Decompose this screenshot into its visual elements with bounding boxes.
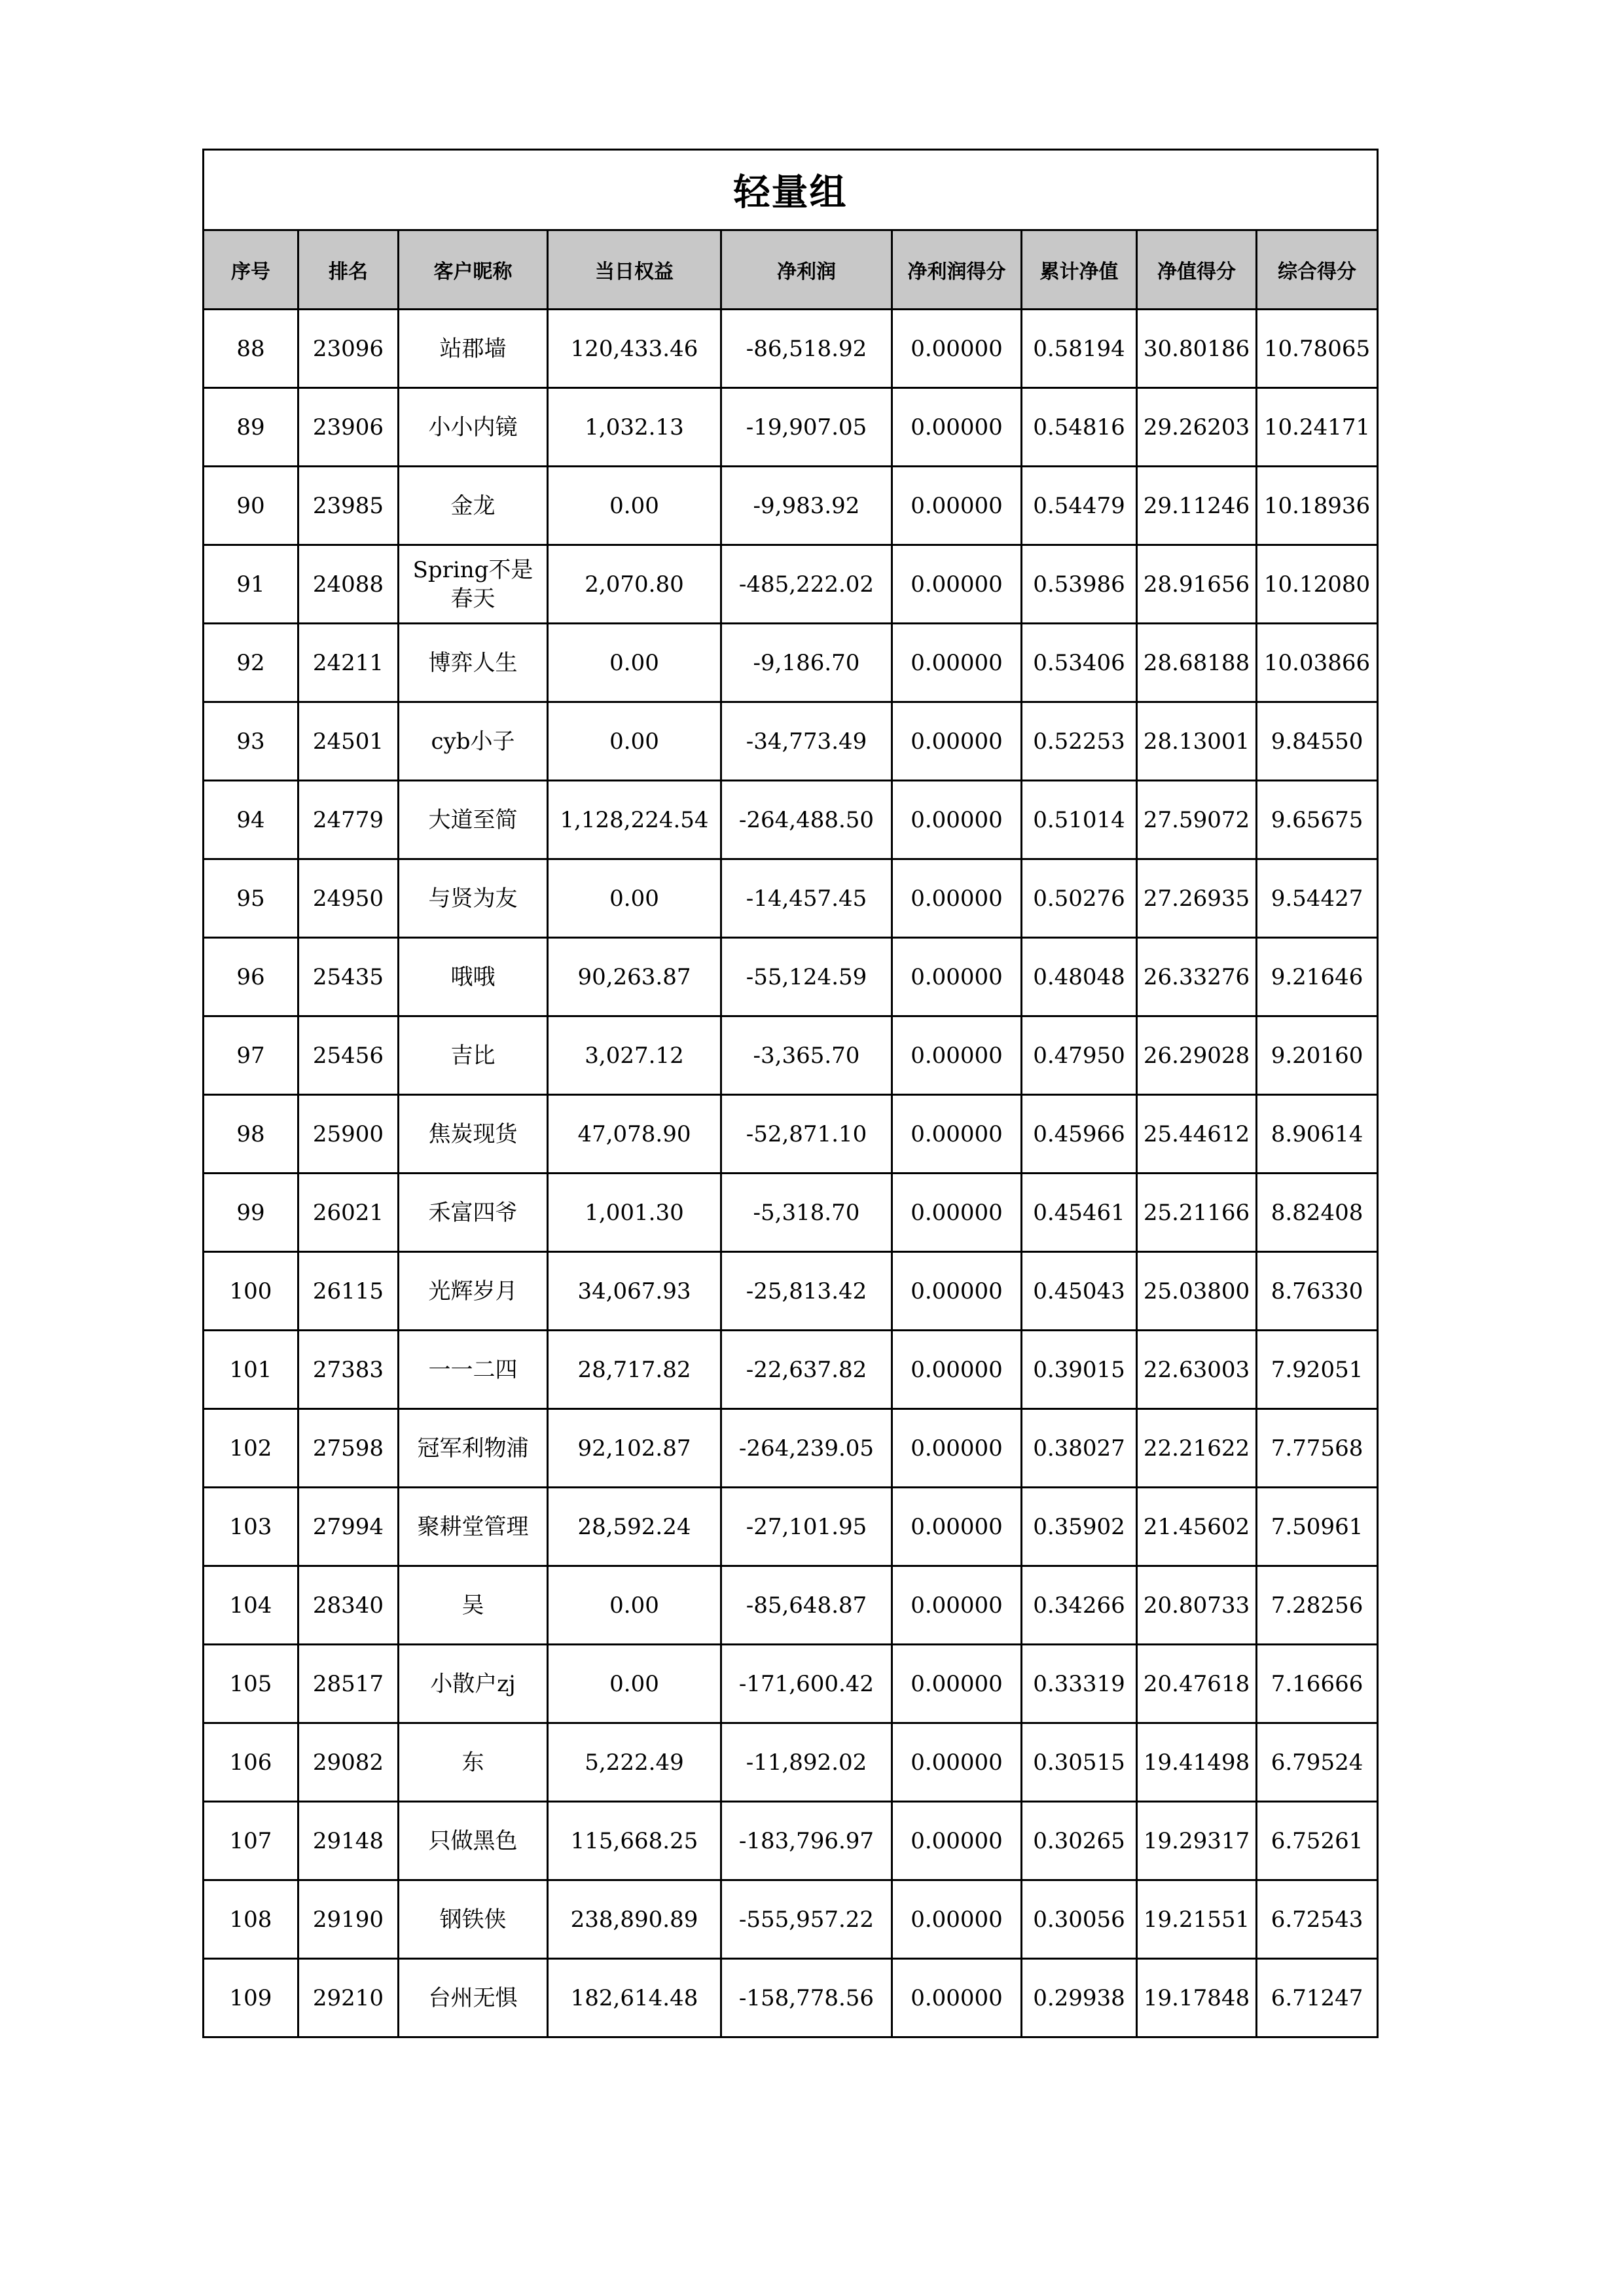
nav-score-cell: 29.11246 [1137,467,1257,545]
seq-cell: 103 [204,1488,298,1566]
table-row [204,1880,1378,1959]
col-header-cumulative-nav: 累计净值 [1022,230,1137,310]
total-score-cell: 9.20160 [1257,1016,1378,1095]
net-profit-score-cell: 0.00000 [892,1409,1022,1488]
net-profit-cell: -86,518.92 [721,310,892,388]
rank-cell: 23096 [298,310,399,388]
seq-cell: 94 [204,781,298,859]
ranking-sheet [202,149,1377,2038]
total-score-cell: 8.90614 [1257,1095,1378,1174]
nav-score-cell: 21.45602 [1137,1488,1257,1566]
total-score-cell: 8.76330 [1257,1252,1378,1331]
seq-cell: 107 [204,1802,298,1880]
net-profit-score-cell: 0.00000 [892,702,1022,781]
table-row [204,467,1378,545]
nickname-cell: 博弈人生 [399,624,548,702]
total-score-cell: 7.50961 [1257,1488,1378,1566]
seq-cell: 90 [204,467,298,545]
daily-equity-cell: 3,027.12 [548,1016,721,1095]
daily-equity-cell: 238,890.89 [548,1880,721,1959]
col-header-daily-equity: 当日权益 [548,230,721,310]
nickname-cell: 钢铁侠 [399,1880,548,1959]
daily-equity-cell: 120,433.46 [548,310,721,388]
nickname-cell: 焦炭现货 [399,1095,548,1174]
daily-equity-cell: 0.00 [548,1566,721,1645]
cumulative-nav-cell: 0.53406 [1022,624,1137,702]
seq-cell: 105 [204,1645,298,1723]
seq-cell: 95 [204,859,298,938]
net-profit-score-cell: 0.00000 [892,1252,1022,1331]
daily-equity-cell: 2,070.80 [548,545,721,624]
rank-cell: 24779 [298,781,399,859]
table-row [204,1174,1378,1252]
daily-equity-cell: 1,128,224.54 [548,781,721,859]
col-header-rank: 排名 [298,230,399,310]
cumulative-nav-cell: 0.54479 [1022,467,1137,545]
column-header-row [204,230,1378,310]
nav-score-cell: 27.26935 [1137,859,1257,938]
net-profit-score-cell: 0.00000 [892,388,1022,467]
net-profit-cell: -22,637.82 [721,1331,892,1409]
nav-score-cell: 19.17848 [1137,1959,1257,2037]
nickname-cell: 台州无惧 [399,1959,548,2037]
net-profit-score-cell: 0.00000 [892,310,1022,388]
total-score-cell: 7.92051 [1257,1331,1378,1409]
daily-equity-cell: 92,102.87 [548,1409,721,1488]
group-title: 轻量组 [204,150,1378,230]
col-header-nickname: 客户昵称 [399,230,548,310]
cumulative-nav-cell: 0.45966 [1022,1095,1137,1174]
nav-score-cell: 20.47618 [1137,1645,1257,1723]
table-row [204,1566,1378,1645]
nickname-cell: 只做黑色 [399,1802,548,1880]
net-profit-score-cell: 0.00000 [892,1645,1022,1723]
ranking-rows [204,310,1378,2037]
nickname-cell: 光辉岁月 [399,1252,548,1331]
net-profit-score-cell: 0.00000 [892,1095,1022,1174]
rank-cell: 29210 [298,1959,399,2037]
cumulative-nav-cell: 0.45043 [1022,1252,1137,1331]
cumulative-nav-cell: 0.47950 [1022,1016,1137,1095]
nickname-cell: 东 [399,1723,548,1802]
seq-cell: 109 [204,1959,298,2037]
ranking-table [202,149,1379,2038]
net-profit-score-cell: 0.00000 [892,1723,1022,1802]
nickname-cell: cyb小子 [399,702,548,781]
table-row [204,1409,1378,1488]
nav-score-cell: 19.21551 [1137,1880,1257,1959]
daily-equity-cell: 182,614.48 [548,1959,721,2037]
table-row [204,1802,1378,1880]
cumulative-nav-cell: 0.48048 [1022,938,1137,1016]
rank-cell: 24950 [298,859,399,938]
net-profit-score-cell: 0.00000 [892,545,1022,624]
nickname-cell: 金龙 [399,467,548,545]
nav-score-cell: 28.68188 [1137,624,1257,702]
rank-cell: 28517 [298,1645,399,1723]
total-score-cell: 9.65675 [1257,781,1378,859]
cumulative-nav-cell: 0.51014 [1022,781,1137,859]
nav-score-cell: 19.41498 [1137,1723,1257,1802]
rank-cell: 26115 [298,1252,399,1331]
net-profit-cell: -55,124.59 [721,938,892,1016]
seq-cell: 96 [204,938,298,1016]
col-header-total-score: 综合得分 [1257,230,1378,310]
rank-cell: 29082 [298,1723,399,1802]
nav-score-cell: 29.26203 [1137,388,1257,467]
cumulative-nav-cell: 0.30515 [1022,1723,1137,1802]
net-profit-score-cell: 0.00000 [892,859,1022,938]
nickname-cell: Spring不是春天 [399,545,548,624]
net-profit-score-cell: 0.00000 [892,1880,1022,1959]
nickname-cell: 禾富四爷 [399,1174,548,1252]
nickname-cell: 吴 [399,1566,548,1645]
rank-cell: 29190 [298,1880,399,1959]
table-row [204,310,1378,388]
net-profit-score-cell: 0.00000 [892,1331,1022,1409]
total-score-cell: 9.84550 [1257,702,1378,781]
nav-score-cell: 27.59072 [1137,781,1257,859]
seq-cell: 92 [204,624,298,702]
nav-score-cell: 25.03800 [1137,1252,1257,1331]
seq-cell: 99 [204,1174,298,1252]
total-score-cell: 10.12080 [1257,545,1378,624]
net-profit-cell: -9,983.92 [721,467,892,545]
nav-score-cell: 26.33276 [1137,938,1257,1016]
daily-equity-cell: 0.00 [548,1645,721,1723]
daily-equity-cell: 1,032.13 [548,388,721,467]
net-profit-score-cell: 0.00000 [892,1802,1022,1880]
net-profit-cell: -158,778.56 [721,1959,892,2037]
net-profit-cell: -264,239.05 [721,1409,892,1488]
rank-cell: 25456 [298,1016,399,1095]
net-profit-score-cell: 0.00000 [892,938,1022,1016]
table-row [204,781,1378,859]
seq-cell: 93 [204,702,298,781]
table-row [204,1016,1378,1095]
daily-equity-cell: 5,222.49 [548,1723,721,1802]
cumulative-nav-cell: 0.45461 [1022,1174,1137,1252]
table-row [204,1331,1378,1409]
table-row [204,624,1378,702]
seq-cell: 98 [204,1095,298,1174]
net-profit-score-cell: 0.00000 [892,1174,1022,1252]
net-profit-cell: -34,773.49 [721,702,892,781]
nav-score-cell: 28.13001 [1137,702,1257,781]
rank-cell: 23906 [298,388,399,467]
daily-equity-cell: 1,001.30 [548,1174,721,1252]
net-profit-cell: -25,813.42 [721,1252,892,1331]
rank-cell: 25900 [298,1095,399,1174]
total-score-cell: 7.77568 [1257,1409,1378,1488]
rank-cell: 28340 [298,1566,399,1645]
daily-equity-cell: 47,078.90 [548,1095,721,1174]
net-profit-cell: -264,488.50 [721,781,892,859]
total-score-cell: 6.79524 [1257,1723,1378,1802]
net-profit-cell: -27,101.95 [721,1488,892,1566]
net-profit-cell: -52,871.10 [721,1095,892,1174]
rank-cell: 24211 [298,624,399,702]
daily-equity-cell: 90,263.87 [548,938,721,1016]
cumulative-nav-cell: 0.30265 [1022,1802,1137,1880]
daily-equity-cell: 28,717.82 [548,1331,721,1409]
table-row [204,1645,1378,1723]
nickname-cell: 与贤为友 [399,859,548,938]
table-row [204,1488,1378,1566]
seq-cell: 88 [204,310,298,388]
col-header-net-profit-score: 净利润得分 [892,230,1022,310]
net-profit-score-cell: 0.00000 [892,1488,1022,1566]
net-profit-score-cell: 0.00000 [892,1016,1022,1095]
nickname-cell: 冠军利物浦 [399,1409,548,1488]
net-profit-score-cell: 0.00000 [892,1959,1022,2037]
nickname-cell: 大道至简 [399,781,548,859]
net-profit-score-cell: 0.00000 [892,624,1022,702]
cumulative-nav-cell: 0.35902 [1022,1488,1137,1566]
rank-cell: 25435 [298,938,399,1016]
seq-cell: 106 [204,1723,298,1802]
nav-score-cell: 26.29028 [1137,1016,1257,1095]
table-row [204,859,1378,938]
table-row [204,1723,1378,1802]
daily-equity-cell: 0.00 [548,702,721,781]
col-header-seq: 序号 [204,230,298,310]
nav-score-cell: 19.29317 [1137,1802,1257,1880]
table-row [204,702,1378,781]
net-profit-cell: -485,222.02 [721,545,892,624]
daily-equity-cell: 34,067.93 [548,1252,721,1331]
total-score-cell: 7.28256 [1257,1566,1378,1645]
table-row [204,1959,1378,2037]
daily-equity-cell: 0.00 [548,859,721,938]
rank-cell: 24088 [298,545,399,624]
rank-cell: 24501 [298,702,399,781]
total-score-cell: 8.82408 [1257,1174,1378,1252]
cumulative-nav-cell: 0.29938 [1022,1959,1137,2037]
seq-cell: 100 [204,1252,298,1331]
cumulative-nav-cell: 0.53986 [1022,545,1137,624]
daily-equity-cell: 28,592.24 [548,1488,721,1566]
cumulative-nav-cell: 0.52253 [1022,702,1137,781]
table-row [204,1095,1378,1174]
net-profit-cell: -171,600.42 [721,1645,892,1723]
nickname-cell: 一一二四 [399,1331,548,1409]
nav-score-cell: 28.91656 [1137,545,1257,624]
col-header-net-profit: 净利润 [721,230,892,310]
net-profit-cell: -9,186.70 [721,624,892,702]
nickname-cell: 站郡墙 [399,310,548,388]
col-header-nav-score: 净值得分 [1137,230,1257,310]
net-profit-score-cell: 0.00000 [892,467,1022,545]
rank-cell: 29148 [298,1802,399,1880]
table-row [204,1252,1378,1331]
net-profit-score-cell: 0.00000 [892,1566,1022,1645]
cumulative-nav-cell: 0.50276 [1022,859,1137,938]
seq-cell: 97 [204,1016,298,1095]
seq-cell: 91 [204,545,298,624]
table-row [204,388,1378,467]
net-profit-score-cell: 0.00000 [892,781,1022,859]
net-profit-cell: -19,907.05 [721,388,892,467]
nickname-cell: 小散户zj [399,1645,548,1723]
total-score-cell: 6.75261 [1257,1802,1378,1880]
total-score-cell: 10.03866 [1257,624,1378,702]
net-profit-cell: -85,648.87 [721,1566,892,1645]
rank-cell: 27598 [298,1409,399,1488]
seq-cell: 102 [204,1409,298,1488]
seq-cell: 104 [204,1566,298,1645]
daily-equity-cell: 0.00 [548,467,721,545]
nav-score-cell: 25.44612 [1137,1095,1257,1174]
cumulative-nav-cell: 0.39015 [1022,1331,1137,1409]
table-row [204,938,1378,1016]
cumulative-nav-cell: 0.58194 [1022,310,1137,388]
rank-cell: 27994 [298,1488,399,1566]
total-score-cell: 9.21646 [1257,938,1378,1016]
total-score-cell: 10.78065 [1257,310,1378,388]
table-row [204,545,1378,624]
cumulative-nav-cell: 0.54816 [1022,388,1137,467]
total-score-cell: 6.72543 [1257,1880,1378,1959]
net-profit-cell: -3,365.70 [721,1016,892,1095]
cumulative-nav-cell: 0.30056 [1022,1880,1137,1959]
rank-cell: 23985 [298,467,399,545]
seq-cell: 89 [204,388,298,467]
total-score-cell: 10.24171 [1257,388,1378,467]
net-profit-cell: -5,318.70 [721,1174,892,1252]
nickname-cell: 吉比 [399,1016,548,1095]
cumulative-nav-cell: 0.38027 [1022,1409,1137,1488]
nickname-cell: 哦哦 [399,938,548,1016]
net-profit-cell: -11,892.02 [721,1723,892,1802]
net-profit-cell: -183,796.97 [721,1802,892,1880]
seq-cell: 108 [204,1880,298,1959]
daily-equity-cell: 115,668.25 [548,1802,721,1880]
total-score-cell: 10.18936 [1257,467,1378,545]
net-profit-cell: -14,457.45 [721,859,892,938]
nav-score-cell: 22.63003 [1137,1331,1257,1409]
net-profit-cell: -555,957.22 [721,1880,892,1959]
total-score-cell: 9.54427 [1257,859,1378,938]
daily-equity-cell: 0.00 [548,624,721,702]
nav-score-cell: 30.80186 [1137,310,1257,388]
nav-score-cell: 20.80733 [1137,1566,1257,1645]
total-score-cell: 7.16666 [1257,1645,1378,1723]
seq-cell: 101 [204,1331,298,1409]
rank-cell: 27383 [298,1331,399,1409]
total-score-cell: 6.71247 [1257,1959,1378,2037]
rank-cell: 26021 [298,1174,399,1252]
nickname-cell: 聚耕堂管理 [399,1488,548,1566]
cumulative-nav-cell: 0.34266 [1022,1566,1137,1645]
cumulative-nav-cell: 0.33319 [1022,1645,1137,1723]
nickname-cell: 小小内镜 [399,388,548,467]
nav-score-cell: 25.21166 [1137,1174,1257,1252]
nav-score-cell: 22.21622 [1137,1409,1257,1488]
